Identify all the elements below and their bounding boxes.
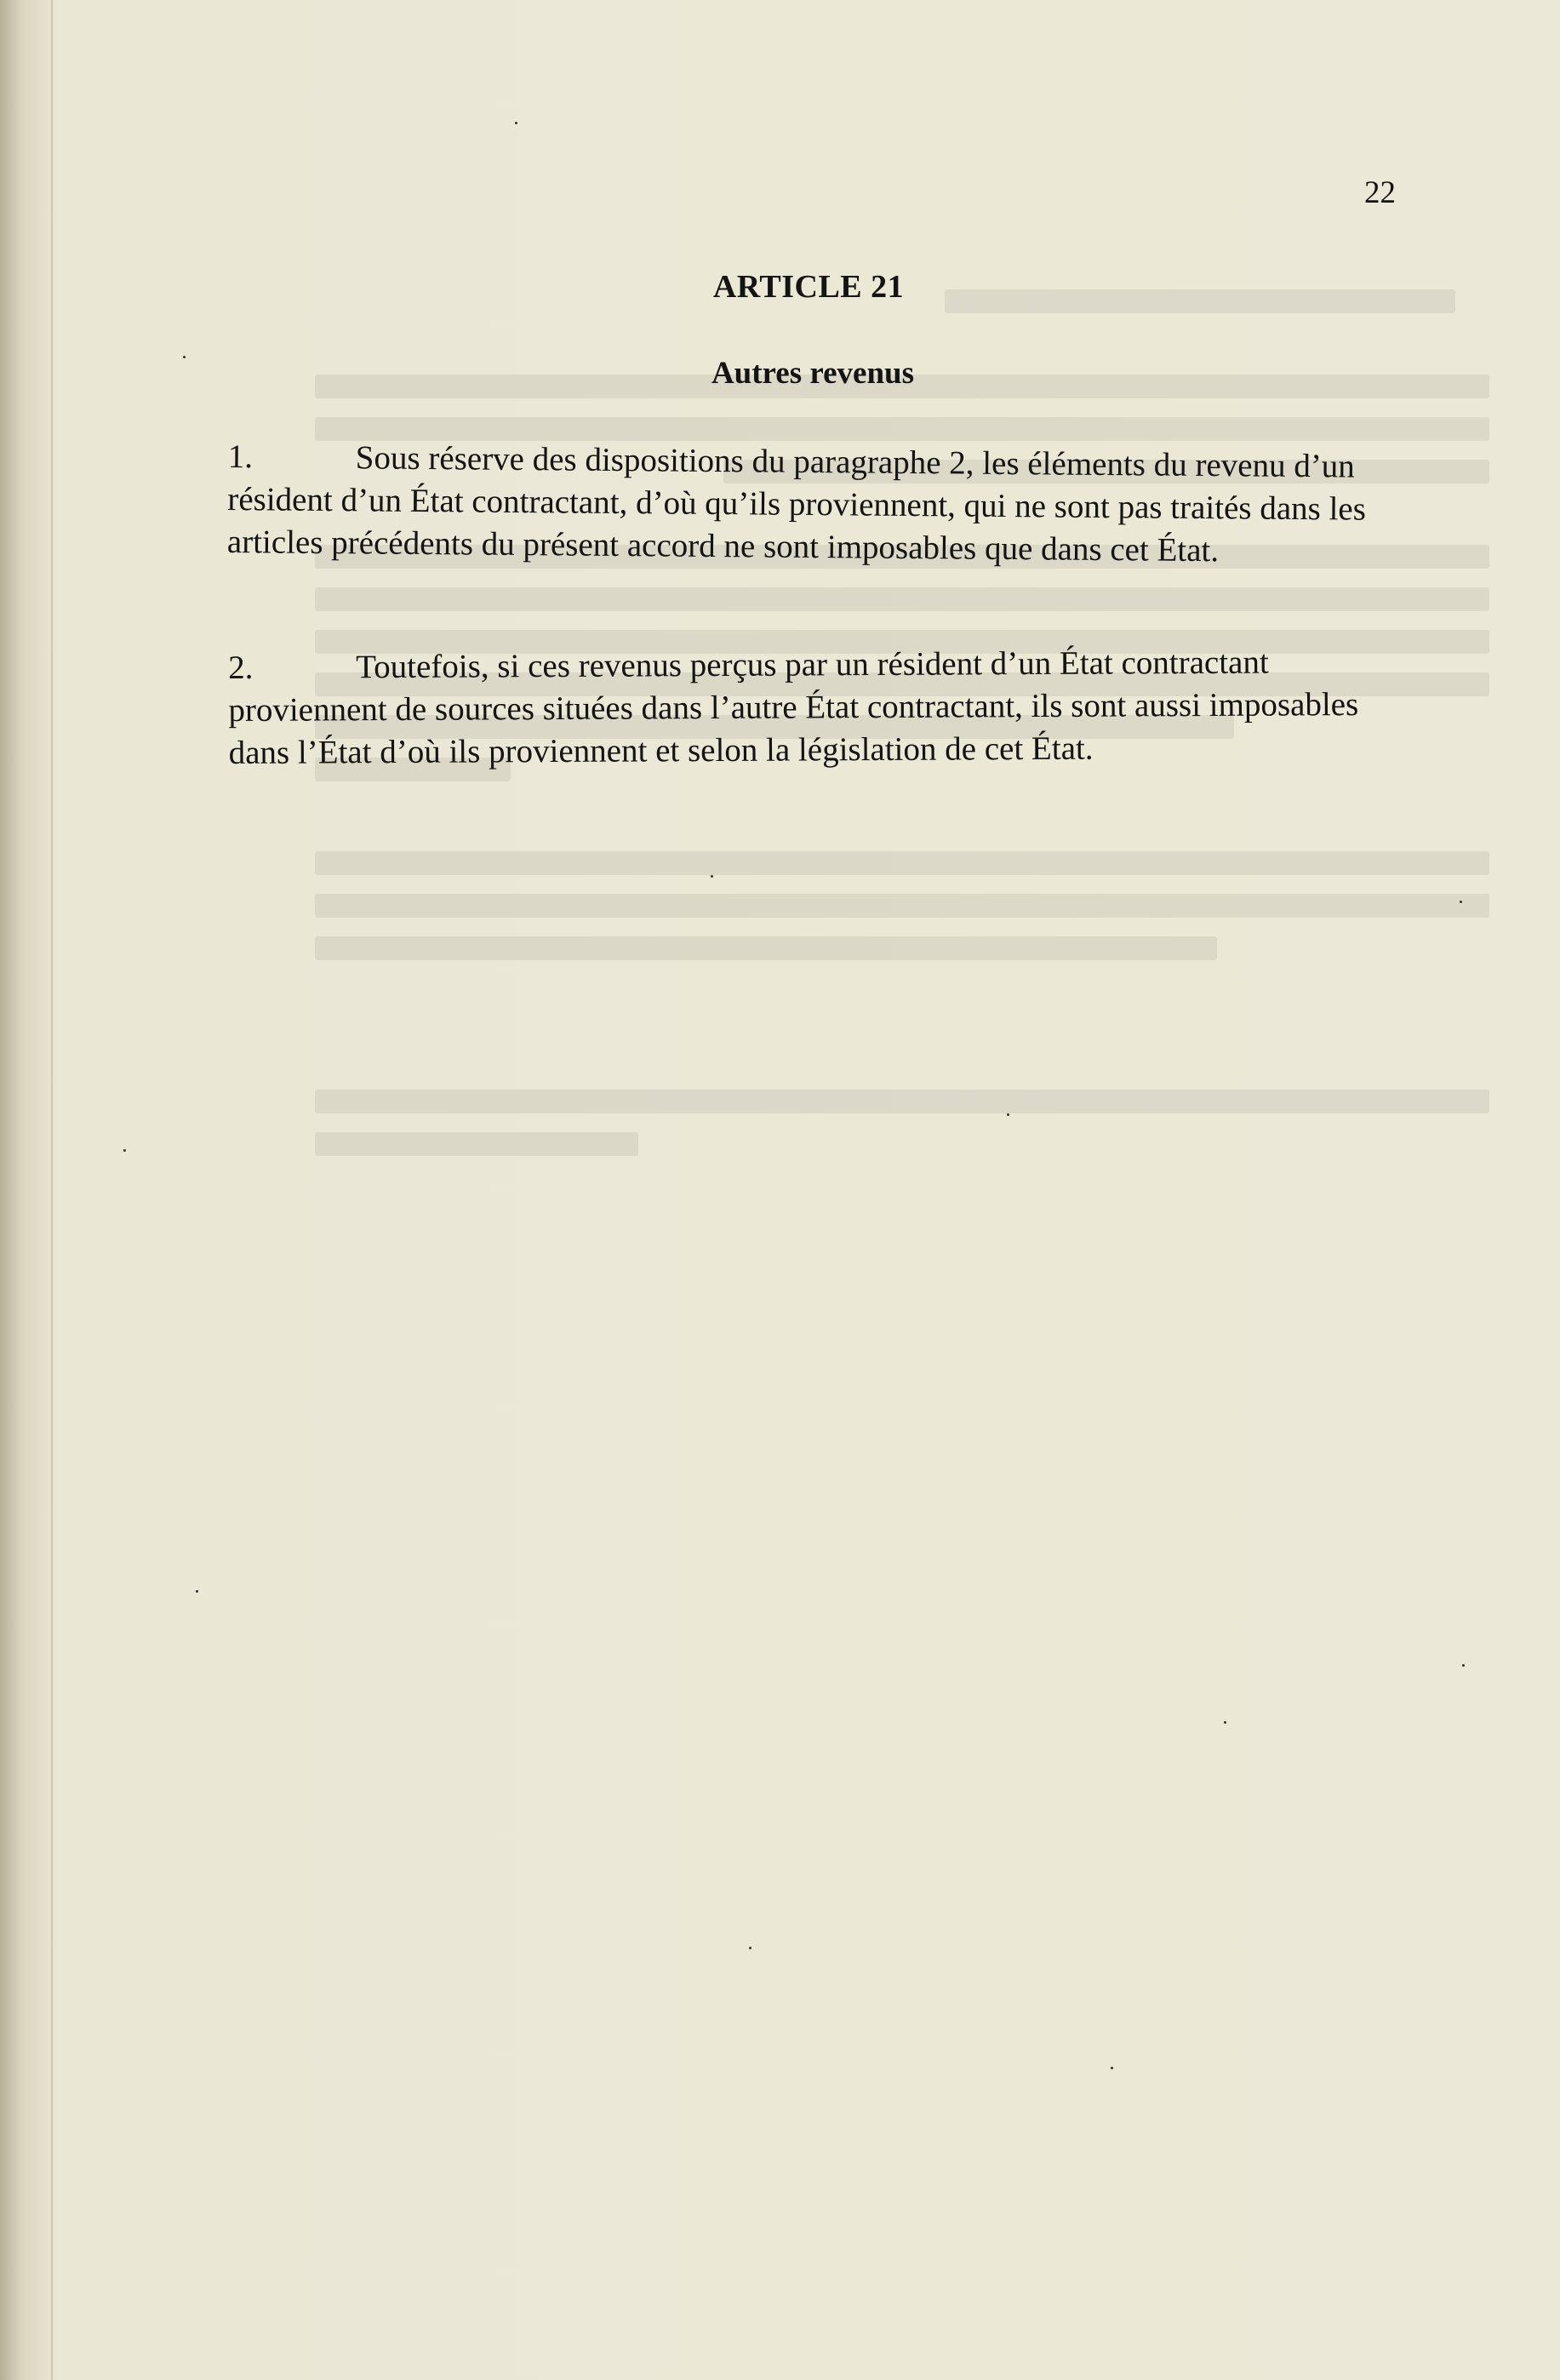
- paragraph-2: [228, 641, 1369, 775]
- article-subtitle: Autres revenus: [711, 356, 915, 391]
- speck: [711, 875, 713, 878]
- speck: [515, 122, 517, 124]
- paragraph-number: 1.: [227, 438, 254, 476]
- speck: [749, 1947, 751, 1949]
- paragraph-number: 2.: [228, 649, 254, 686]
- speck: [1111, 2067, 1113, 2069]
- paragraph-1: [227, 436, 1369, 574]
- paragraph-text: Toutefois, si ces revenus perçus par un résident d’un État contractant proviennent de sources situées dans l’autre État contractant, ils sont aussi imposables dans l’État d’où ils proviennent et selon la législation de cet État.: [228, 644, 1359, 771]
- speck: [123, 1149, 126, 1152]
- speck: [1460, 901, 1462, 903]
- article-title: ARTICLE 21: [712, 269, 905, 305]
- show-through-text: [213, 255, 1489, 1405]
- speck: [1224, 1721, 1226, 1724]
- speck: [1462, 1664, 1465, 1667]
- speck: [196, 1590, 198, 1593]
- paragraph-text: Sous réserve des dispositions du paragraphe 2, les éléments du revenu d’un résident d’un État contractant, d’où qu’ils proviennent, qui ne sont pas traités dans les articles précédents du présent accord ne sont imposables que dans cet État.: [226, 439, 1367, 569]
- speck: [183, 356, 186, 358]
- page-number: 22: [1364, 175, 1396, 210]
- speck: [1007, 1113, 1009, 1116]
